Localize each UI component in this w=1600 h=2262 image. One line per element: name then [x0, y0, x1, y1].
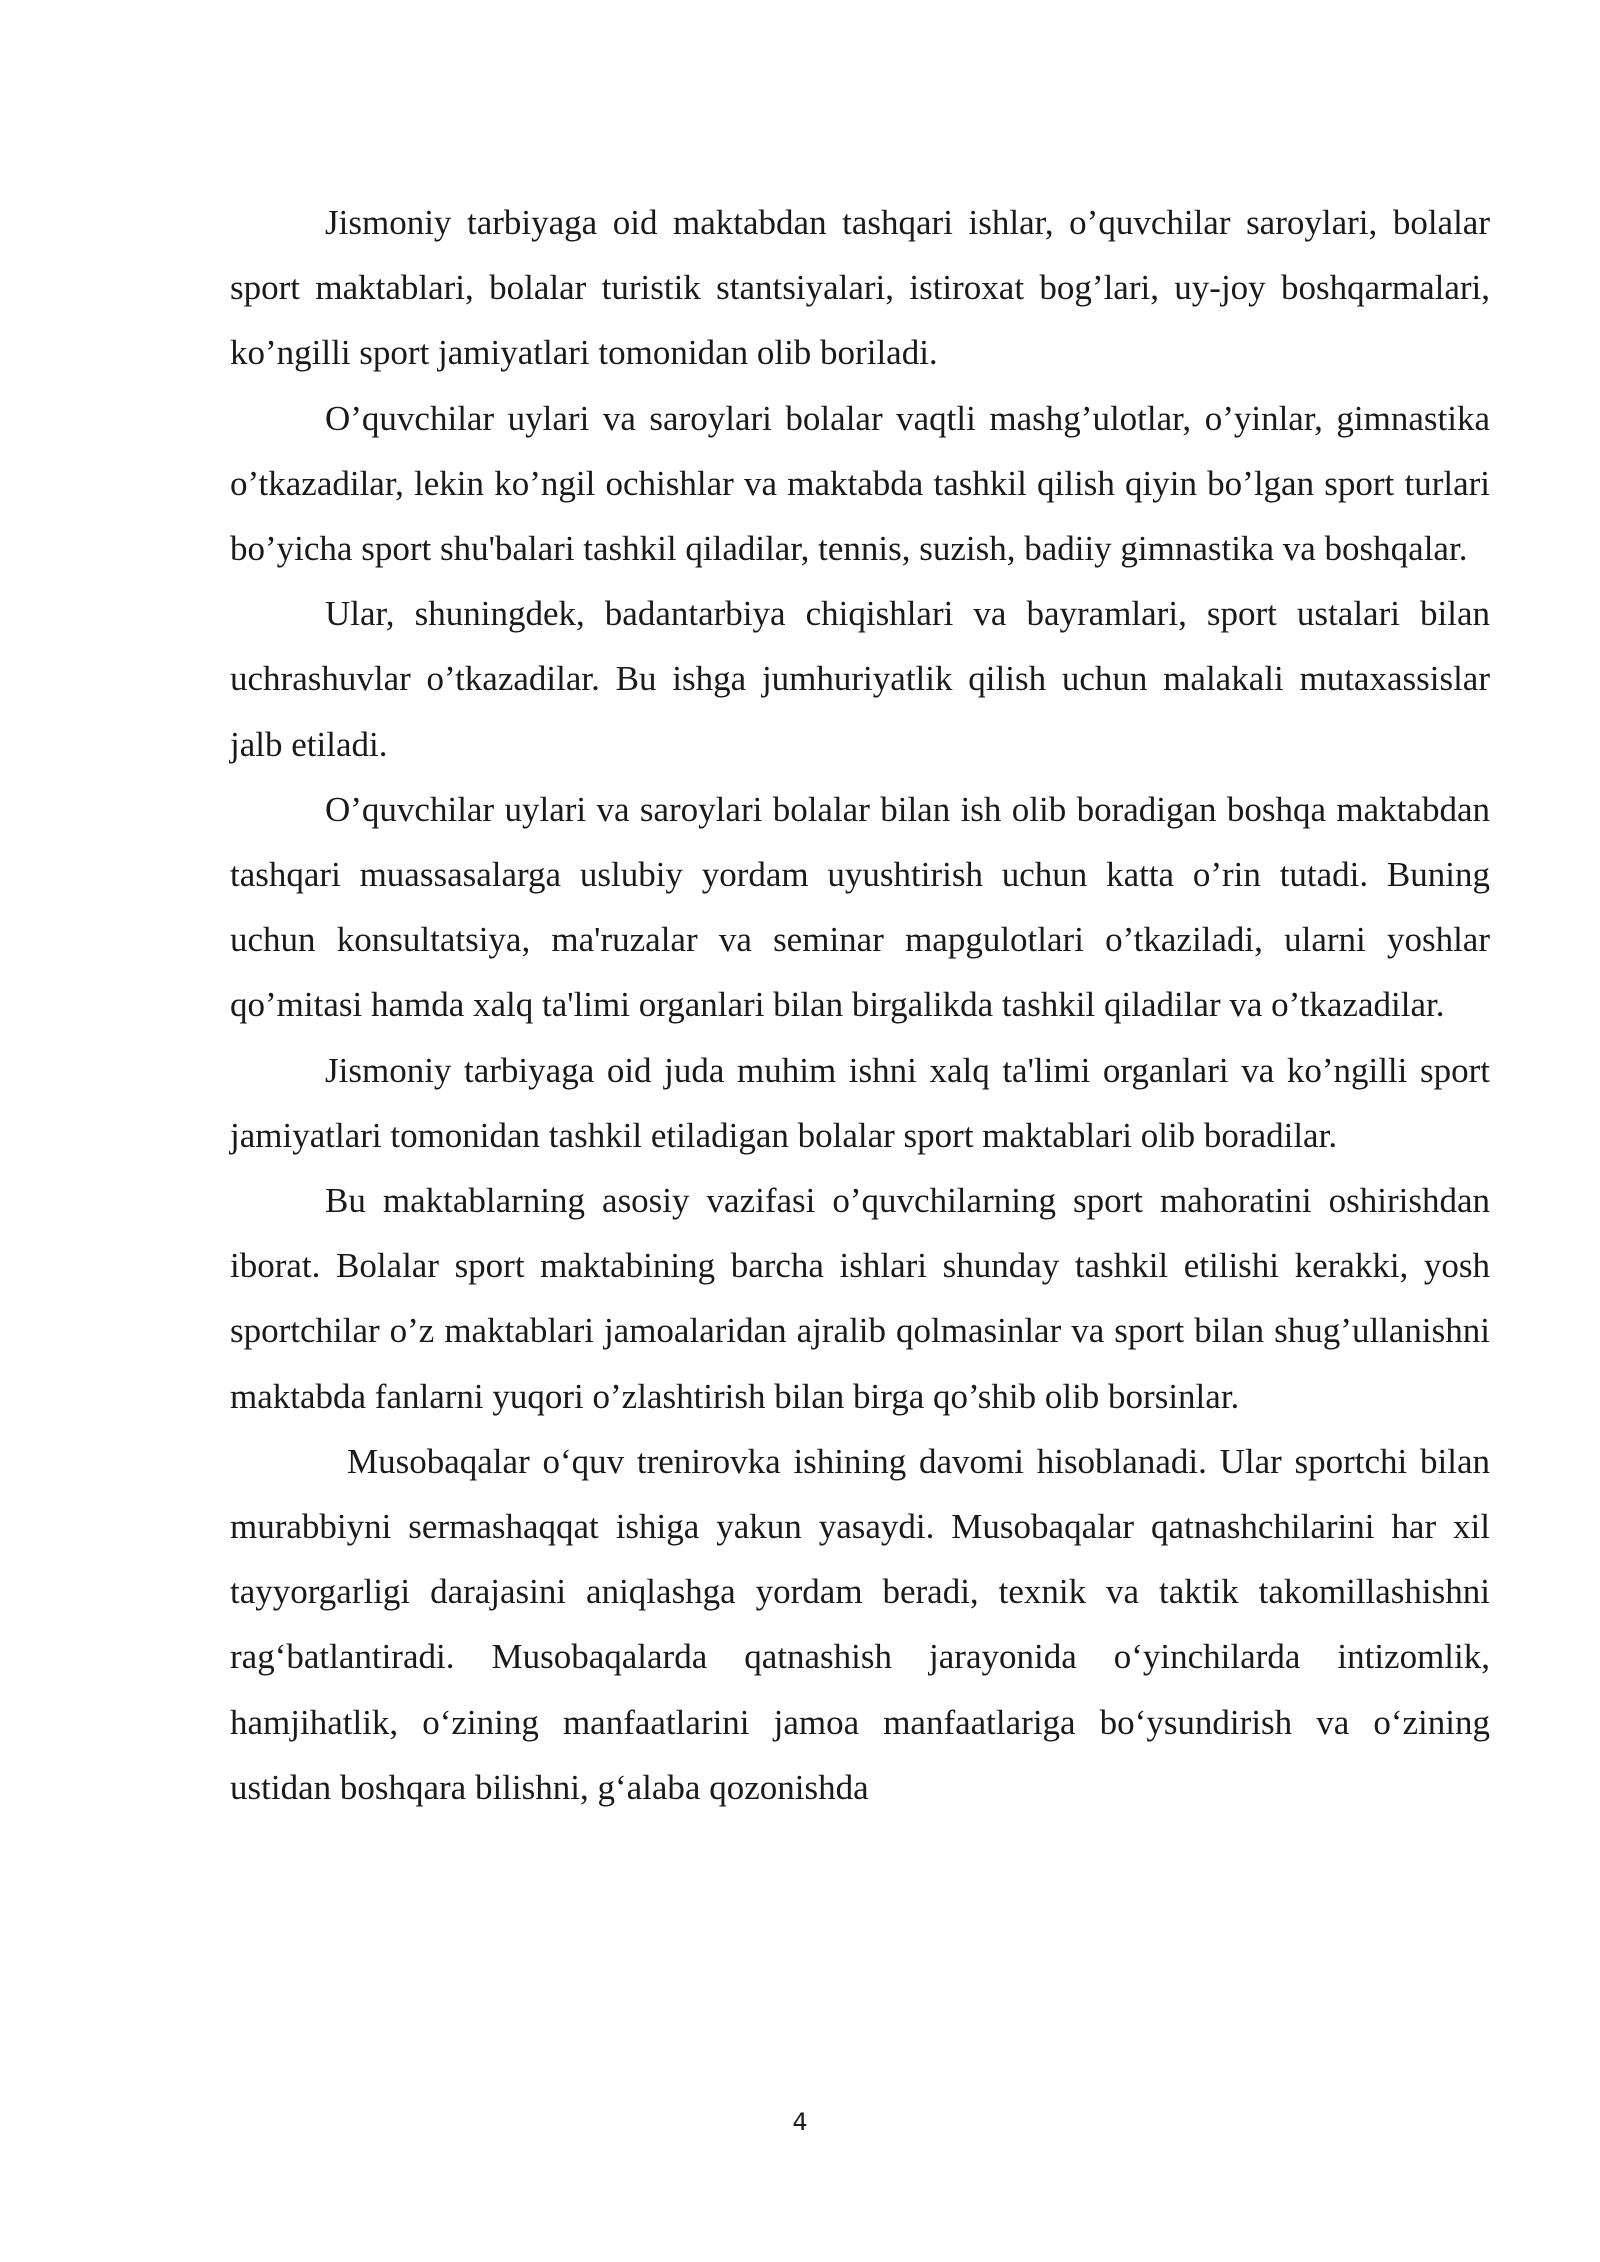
paragraph: Jismoniy tarbiyaga oid juda muhim ishni xalq ta'limi organlari va ko’ngilli sport jamiyatlari tomonidan tashkil etiladigan bolalar sport maktablari olib boradilar.: [230, 1050, 1490, 1155]
paragraph: Musobaqalar o‘quv trenirovka ishining davomi hisoblanadi. Ular sportchi bilan murabbiyni sermashaqqat ishiga yakun yasaydi. Musobaqalar qatnashchilarini har xil tayyorgarligi darajasini aniqlashga yordam beradi, texnik va taktik takomillashishni rag‘batlantiradi. Musobaqalarda qatnashish jarayonida o‘yinchilarda intizomlik, hamjihatlik, o‘zining manfaatlarini jamoa manfaatlariga bo‘ysundirish va o‘zining ustidan boshqara bilishni, g‘alaba qozonishda: [230, 1441, 1490, 1807]
paragraph: Bu maktablarning asosiy vazifasi o’quvchilarning sport mahoratini oshirishdan iborat. Bolalar sport maktabining barcha ishlari shunday tashkil etilishi kerakki, yosh sportchilar o’z maktablari jamoalaridan ajralib qolmasinlar va sport bilan shug’ullanishni maktabda fanlarni yuqori o’zlashtirish bilan birga qo’shib olib borsinlar.: [230, 1181, 1490, 1416]
body-text: [230, 190, 1490, 1820]
page-number: 4: [792, 2108, 808, 2136]
paragraph: Jismoniy tarbiyaga oid maktabdan tashqari ishlar, o’quvchilar saroylari, bolalar sport maktablari, bolalar turistik stantsiyalari, istiroxat bog’lari, uy-joy boshqarmalari, ko’ngilli sport jamiyatlari tomonidan olib boriladi.: [230, 203, 1490, 373]
paragraph: O’quvchilar uylari va saroylari bolalar bilan ish olib boradigan boshqa maktabdan tashqari muassasalarga uslubiy yordam uyushtirish uchun katta o’rin tutadi. Buning uchun konsultatsiya, ma'ruzalar va seminar mapgulotlari o’tkaziladi, ularni yoshlar qo’mitasi hamda xalq ta'limi organlari bilan birgalikda tashkil qiladilar va o’tkazadilar.: [230, 789, 1490, 1025]
paragraph: Ular, shuningdek, badantarbiya chiqishlari va bayramlari, sport ustalari bilan uchrashuvlar o’tkazadilar. Bu ishga jumhuriyatlik qilish uchun malakali mutaxassislar jalb etiladi.: [230, 594, 1490, 764]
paragraph: O’quvchilar uylari va saroylari bolalar vaqtli mashg’ulotlar, o’yinlar, gimnastika o’tkazadilar, lekin ko’ngil ochishlar va maktabda tashkil qilish qiyin bo’lgan sport turlari bo’yicha sport shu'balari tashkil qiladilar, tennis, suzish, badiiy gimnastika va boshqalar.: [230, 398, 1490, 569]
